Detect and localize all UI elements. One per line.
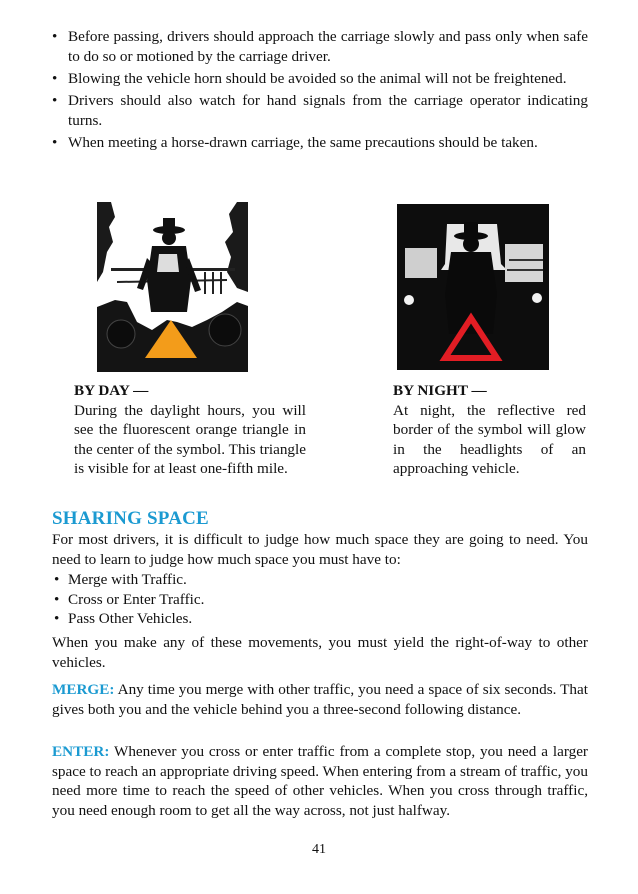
yield-paragraph: When you make any of these movements, you must yield the right-of-way to other vehicles.	[52, 634, 588, 671]
space-needs-list	[52, 570, 588, 629]
intro-paragraph: For most drivers, it is difficult to judge how much space they are going to need. You need to learn to judge how much space you must have to:	[52, 531, 588, 568]
carriage-night-image	[397, 204, 549, 370]
list-item: • Drivers should also watch for hand signals from the carriage operator indicating turns.	[52, 92, 588, 129]
list-item: • Merge with Traffic.	[54, 571, 187, 588]
list-item: • Pass Other Vehicles.	[54, 610, 193, 628]
page-number: 41	[312, 842, 326, 857]
by-day-caption	[74, 381, 306, 479]
caption-title: BY DAY —	[74, 382, 149, 399]
merge-text: Any time you merge with other traffic, you need a space of six seconds. That gives both you and the vehicle behind you a three-second following distance.	[52, 681, 588, 718]
carriage-precautions-list	[52, 27, 588, 155]
merge-label: MERGE:	[52, 681, 115, 698]
caption-title: BY NIGHT —	[393, 382, 487, 399]
enter-paragraph	[52, 742, 588, 820]
by-night-caption	[393, 381, 586, 479]
carriage-day-image	[97, 202, 248, 372]
caption-body: During the daylight hours, you will see the fluorescent orange triangle in the center of the symbol. This triangle is visible for at least one-fifth mile.	[74, 401, 306, 477]
merge-paragraph	[52, 680, 588, 719]
list-item: • Blowing the vehicle horn should be avoided so the animal will not be freightened.	[52, 70, 567, 87]
list-item: • Cross or Enter Traffic.	[54, 590, 205, 608]
enter-label: ENTER:	[52, 743, 110, 760]
carriage-day-illustration	[97, 202, 248, 372]
section-heading: SHARING SPACE	[52, 508, 209, 529]
enter-text: Whenever you cross or enter traffic from a complete stop, you need a larger space to reach an appropriate driving speed. When entering from a stream of traffic, you need more time to reach the speed of other vehicles. When you cross through traffic, you need enough room to get all the way across, not just halfway.	[52, 743, 588, 819]
list-item: • Before passing, drivers should approach the carriage slowly and pass only when safe to do so or motioned by the carriage driver.	[52, 28, 588, 65]
carriage-night-illustration	[397, 204, 549, 370]
list-item: • When meeting a horse-drawn carriage, the same precautions should be taken.	[52, 134, 538, 151]
caption-body: At night, the reflective red border of the symbol will glow in the headlights of an approaching vehicle.	[393, 401, 586, 477]
